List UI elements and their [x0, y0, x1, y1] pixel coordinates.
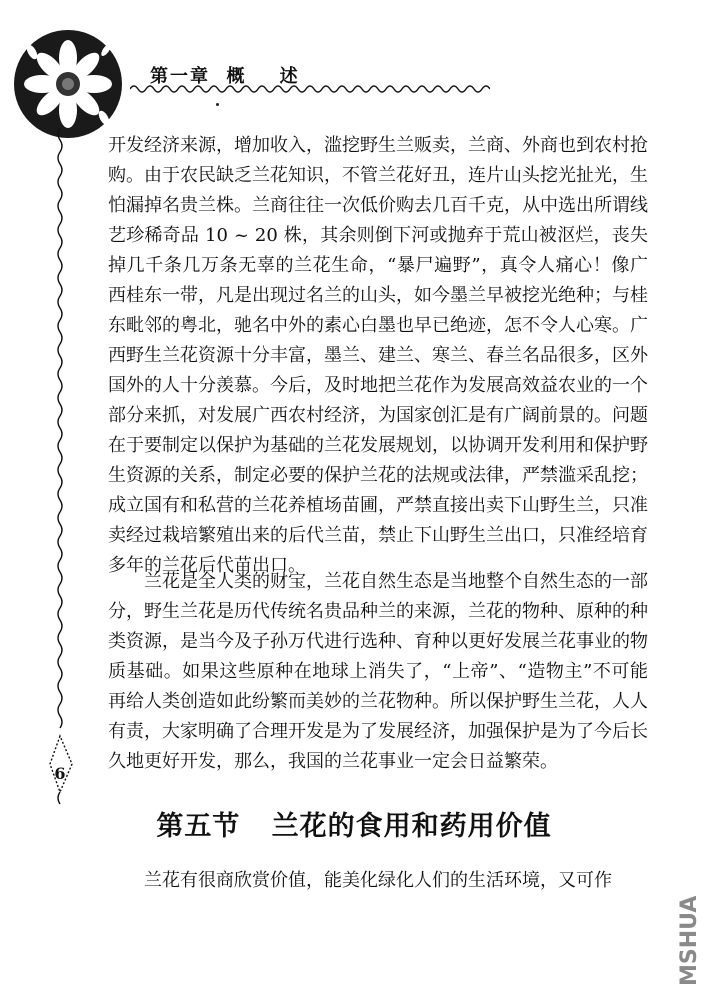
scan-watermark: MSHUA: [677, 895, 702, 986]
page-number: 6: [54, 764, 66, 783]
chapter-heading: 第一章 概 述: [150, 66, 300, 87]
section-paragraph: [108, 866, 648, 896]
paragraph-text: 开发经济来源，增加收入，滥挖野生兰贩卖，兰商、外商也到农村抢购。由于农民缺乏兰花知识，不管兰花好丑，连片山头挖光扯光，生怕漏掉名贵兰株。兰商往往一次低价购去几百千克，从中选出所谓线艺珍稀奇品 10 ~ 20 株，其余则倒下河或抛弃于荒山被沤烂，丧失掉几千条几万条无辜的兰花生命，“暴尸遍野”，真令人痛心！像广西桂东一带，凡是出现过名兰的山头，如今墨兰早被挖光绝种；与桂东毗邻的粤北，驰名中外的素心白墨也早已绝迹，怎不令人心寒。广西野生兰花资源十分丰富，墨兰、建兰、寒兰、春兰名品很多，区外国外的人十分羡慕。今后，及时地把兰花作为发展高效益农业的一个部分来抓，对发展广西农村经济，为国家创汇是有广阔前景的。问题在于要制定以保护为基础的兰花发展规划，以协调开发利用和保护野生资源的关系，制定必要的保护兰花的法规或法律，严禁滥采乱挖；成立国有和私营的兰花养植场苗圃，严禁直接出卖下山野生兰，只准卖经过栽培繁殖出来的后代兰苗，禁止下山野生兰出口，只准经培育多年的兰花后代苗出口。: [108, 135, 648, 576]
chapter-flower-emblem: [12, 28, 124, 140]
body-paragraph-1: [108, 131, 648, 581]
paragraph-text: 兰花是全人类的财宝，兰花自然生态是当地整个自然生态的一部分，野生兰花是历代传统名贵品种兰的来源，兰花的物种、原种的种类资源，是当今及子孙万代进行选种、育种以更好发展兰花事业的物质基础。如果这些原种在地球上消失了，“上帝”、“造物主”不可能再给人类创造如此纷繁而美妙的兰花物种。所以保护野生兰花，人人有责，大家明确了合理开发是为了发展经济，加强保护是为了今后长久地更好开发，那么，我国的兰花事业一定会日益繁荣。: [108, 571, 648, 772]
section-title: 第五节 兰花的食用和药用价值: [156, 811, 552, 842]
header-ornament-dot: [216, 103, 219, 106]
header-decorative-rule: [130, 82, 490, 96]
paragraph-text: 兰花有很商欣赏价值，能美化绿化人们的生活环境，又可作: [144, 870, 612, 891]
body-paragraph-2: [108, 567, 648, 777]
left-decorative-border: [48, 128, 78, 808]
